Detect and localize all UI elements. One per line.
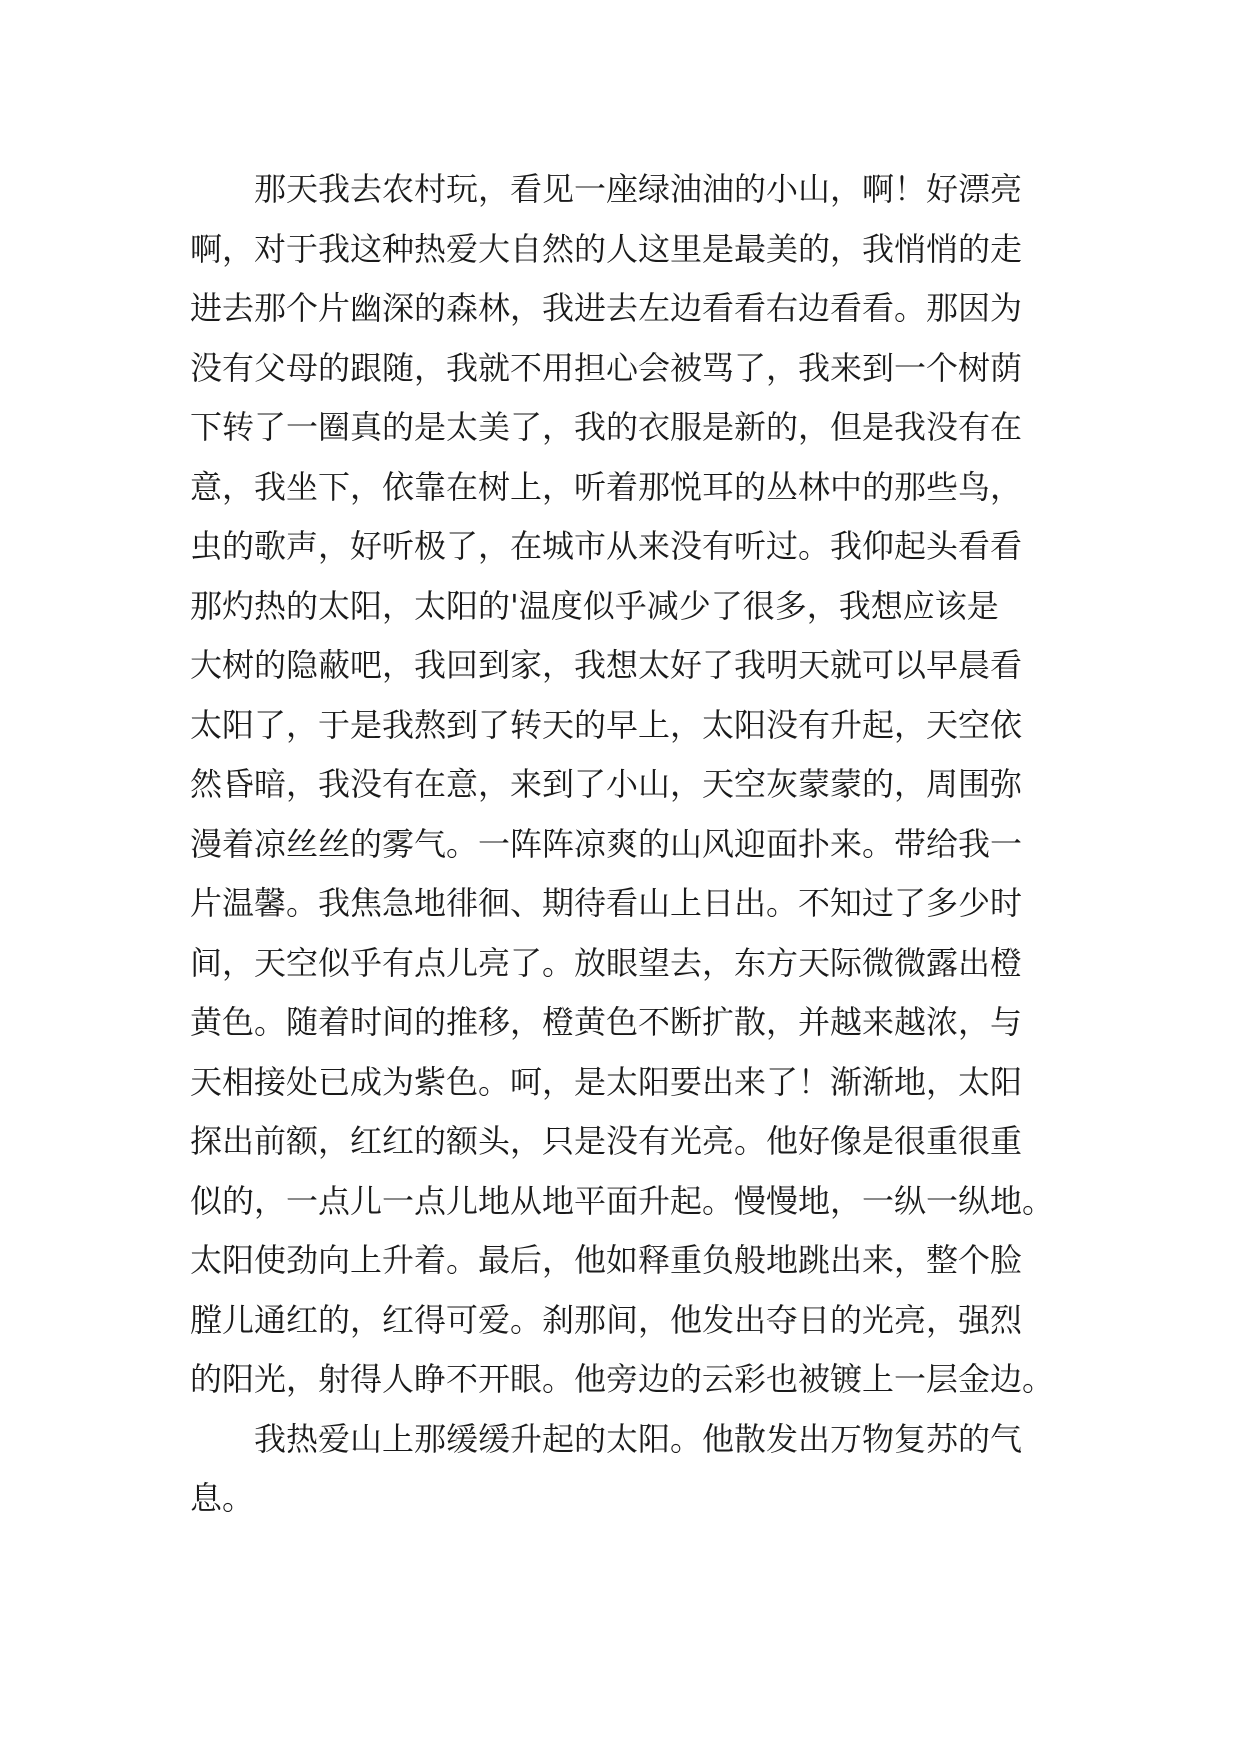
text-line: 那天我去农村玩，看见一座绿油油的小山，啊！好漂亮 <box>254 170 1023 208</box>
text-line: 下转了一圈真的是太美了，我的衣服是新的，但是我没有在 <box>190 408 1023 446</box>
text-line: 间，天空似乎有点儿亮了。放眼望去，东方天际微微露出橙 <box>190 943 1023 982</box>
text-line: 那灼热的太阳，太阳的'温度似乎减少了很多，我想应该是 <box>190 586 999 625</box>
text-line: 我热爱山上那缓缓升起的太阳。他散发出万物复苏的气 <box>254 1419 1023 1458</box>
text-line: 似的，一点儿一点儿地从地平面升起。慢慢地，一纵一纵地。 <box>190 1181 1055 1220</box>
text-line: 天相接处已成为紫色。呵，是太阳要出来了！渐渐地，太阳 <box>190 1062 1023 1101</box>
text-line: 意，我坐下，依靠在树上，听着那悦耳的丛林中的那些鸟， <box>190 467 1023 506</box>
text-line: 片温馨。我焦急地徘徊、期待看山上日出。不知过了多少时 <box>190 884 1023 922</box>
text-line: 漫着凉丝丝的雾气。一阵阵凉爽的山风迎面扑来。带给我一 <box>190 824 1023 863</box>
essay-body <box>190 160 1060 1529</box>
text-line: 大树的隐蔽吧，我回到家，我想太好了我明天就可以早晨看 <box>190 646 1023 684</box>
text-line: 进去那个片幽深的森林，我进去左边看看右边看看。那因为 <box>190 289 1023 327</box>
text-line: 太阳使劲向上升着。最后，他如释重负般地跳出来，整个脸 <box>190 1241 1023 1279</box>
text-line: 黄色。随着时间的推移，橙黄色不断扩散，并越来越浓，与 <box>190 1003 1023 1041</box>
paragraph <box>190 160 1060 1410</box>
text-line: 啊，对于我这种热爱大自然的人这里是最美的，我悄悄的走 <box>190 229 1023 268</box>
text-line: 虫的歌声，好听极了，在城市从来没有听过。我仰起头看看 <box>190 527 1023 565</box>
text-line: 太阳了，于是我熬到了转天的早上，太阳没有升起，天空依 <box>190 705 1023 744</box>
text-line: 然昏暗，我没有在意，来到了小山，天空灰蒙蒙的，周围弥 <box>190 765 1023 803</box>
text-line: 没有父母的跟随，我就不用担心会被骂了，我来到一个树荫 <box>190 348 1023 387</box>
text-line: 的阳光，射得人睁不开眼。他旁边的云彩也被镀上一层金边。 <box>190 1360 1055 1398</box>
text-line: 探出前额，红红的额头，只是没有光亮。他好像是很重很重 <box>190 1122 1023 1160</box>
text-line: 膛儿通红的，红得可爱。刹那间，他发出夺日的光亮，强烈 <box>190 1300 1023 1339</box>
text-line: 息。 <box>190 1479 255 1517</box>
paragraph <box>190 1410 1060 1529</box>
